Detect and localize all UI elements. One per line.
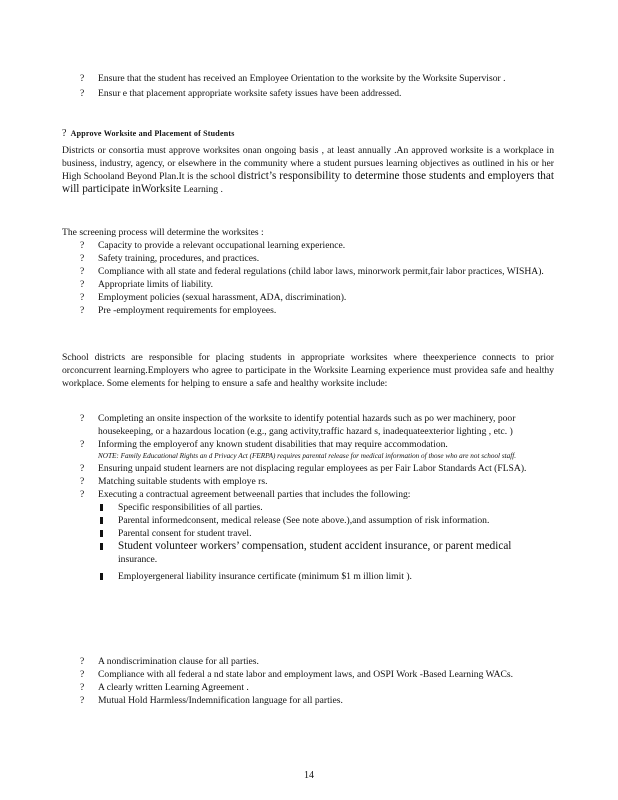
square-bullet-icon: [100, 517, 103, 524]
list-item: Parental consent for student travel.: [98, 527, 560, 540]
list-item: ? Informing the employerof any known student disabilities that may require accommodation. NOTE: Family Educational Rights an d Privacy Act (FERPA) requires parental release for medical information of those who are not school staff.: [80, 438, 560, 462]
ferpa-note: NOTE: Family Educational Rights an d Privacy Act (FERPA) requires parental release for medical information of those who are not school staff.: [98, 452, 517, 460]
list-item: ? Pre -employment requirements for employees.: [80, 305, 277, 316]
list-item: Parental informedconsent, medical release (See note above.),and assumption of risk information.: [98, 514, 560, 527]
list-item: ? Ensuring unpaid student learners are not displacing regular employees as per Fair Labor Standards Act (FLSA).: [80, 463, 527, 474]
list-item: Specific responsibilities of all parties.: [98, 501, 560, 514]
list-item: ? Ensur e that placement appropriate worksite safety issues have been addressed.: [80, 88, 402, 99]
section-heading: ? Approve Worksite and Placement of Students: [62, 128, 235, 139]
top-bullet-list: [80, 72, 560, 100]
page-number: 14: [304, 770, 314, 781]
contract-items-list: [98, 501, 560, 583]
square-bullet-icon: [100, 530, 103, 537]
square-bullet-icon: [100, 573, 103, 580]
list-item: ? Matching suitable students with employe rs.: [80, 476, 268, 487]
list-item: ? A clearly written Learning Agreement .: [80, 682, 249, 693]
square-bullet-icon: [100, 543, 103, 550]
list-item: ? Completing an onsite inspection of the worksite to identify potential hazards such as po wer machinery, poor housekeeping, or a hazardous location (e.g., gang activity,traffic hazard s, inadequateexterior lighting , etc. ): [80, 413, 516, 437]
list-item: ? Capacity to provide a relevant occupational learning experience.: [80, 240, 346, 251]
bullet-glyph: ?: [80, 73, 85, 84]
final-items-list: [80, 655, 560, 707]
list-item: ? Mutual Hold Harmless/Indemnification language for all parties.: [80, 695, 343, 706]
list-item: Employergeneral liability insurance certificate (minimum $1 m illion limit ).: [98, 570, 560, 583]
list-item: ? Executing a contractual agreement betweenall parties that includes the following: Specific responsibilities of all parties. Parental informedconsent, medical release (See note above.),and assumption of risk information. Parental consent for student travel. Student volunteer workers’ compensation, student accident insurance, or parent medical insurance. Employergeneral liability insurance certificate (minimum $1 m illion limit ).: [80, 488, 560, 583]
list-item: ? Compliance with all federal a nd state labor and employment laws, and OSPI Work -Based Learning WACs.: [80, 669, 514, 680]
safety-elements-list: [80, 412, 560, 583]
square-bullet-icon: [100, 504, 103, 511]
list-item: ? Employment policies (sexual harassment, ADA, discrimination).: [80, 292, 347, 303]
list-item: ? A nondiscrimination clause for all parties.: [80, 656, 259, 667]
list-item: Student volunteer workers’ compensation, student accident insurance, or parent medical insurance.: [98, 540, 560, 566]
list-item: ? Compliance with all state and federal regulations (child labor laws, minorwork permit,fair labor practices, WISHA).: [80, 266, 544, 277]
bullet-glyph: ?: [80, 88, 85, 99]
screening-intro: The screening process will determine the worksites :: [62, 227, 264, 238]
list-item: ? Safety training, procedures, and practices.: [80, 253, 260, 264]
list-item: ? Ensure that the student has received an Employee Orientation to the worksite by the Worksite Supervisor .: [80, 73, 506, 84]
intro-paragraph: Districts or consortia must approve worksites onan ongoing basis , at least annually .An approved worksite is a workplace in business, industry, agency, or elsewhere in the community where a student pursues learning objectives as outlined in his or her High Schooland Beyond Plan.It is the school district’s responsibility to determine those students and employers that will participate inWorksite Learning .: [62, 145, 554, 195]
screening-list: [80, 239, 560, 317]
responsibility-paragraph: School districts are responsible for placing students in appropriate worksites where theexperience connects to prior orconcurrent learning.Employers who agree to participate in the Worksite Learning experience must providea safe and healthy workplace. Some elements for helping to ensure a safe and healthy worksite include:: [62, 352, 554, 389]
list-item: ? Appropriate limits of liability.: [80, 279, 214, 290]
